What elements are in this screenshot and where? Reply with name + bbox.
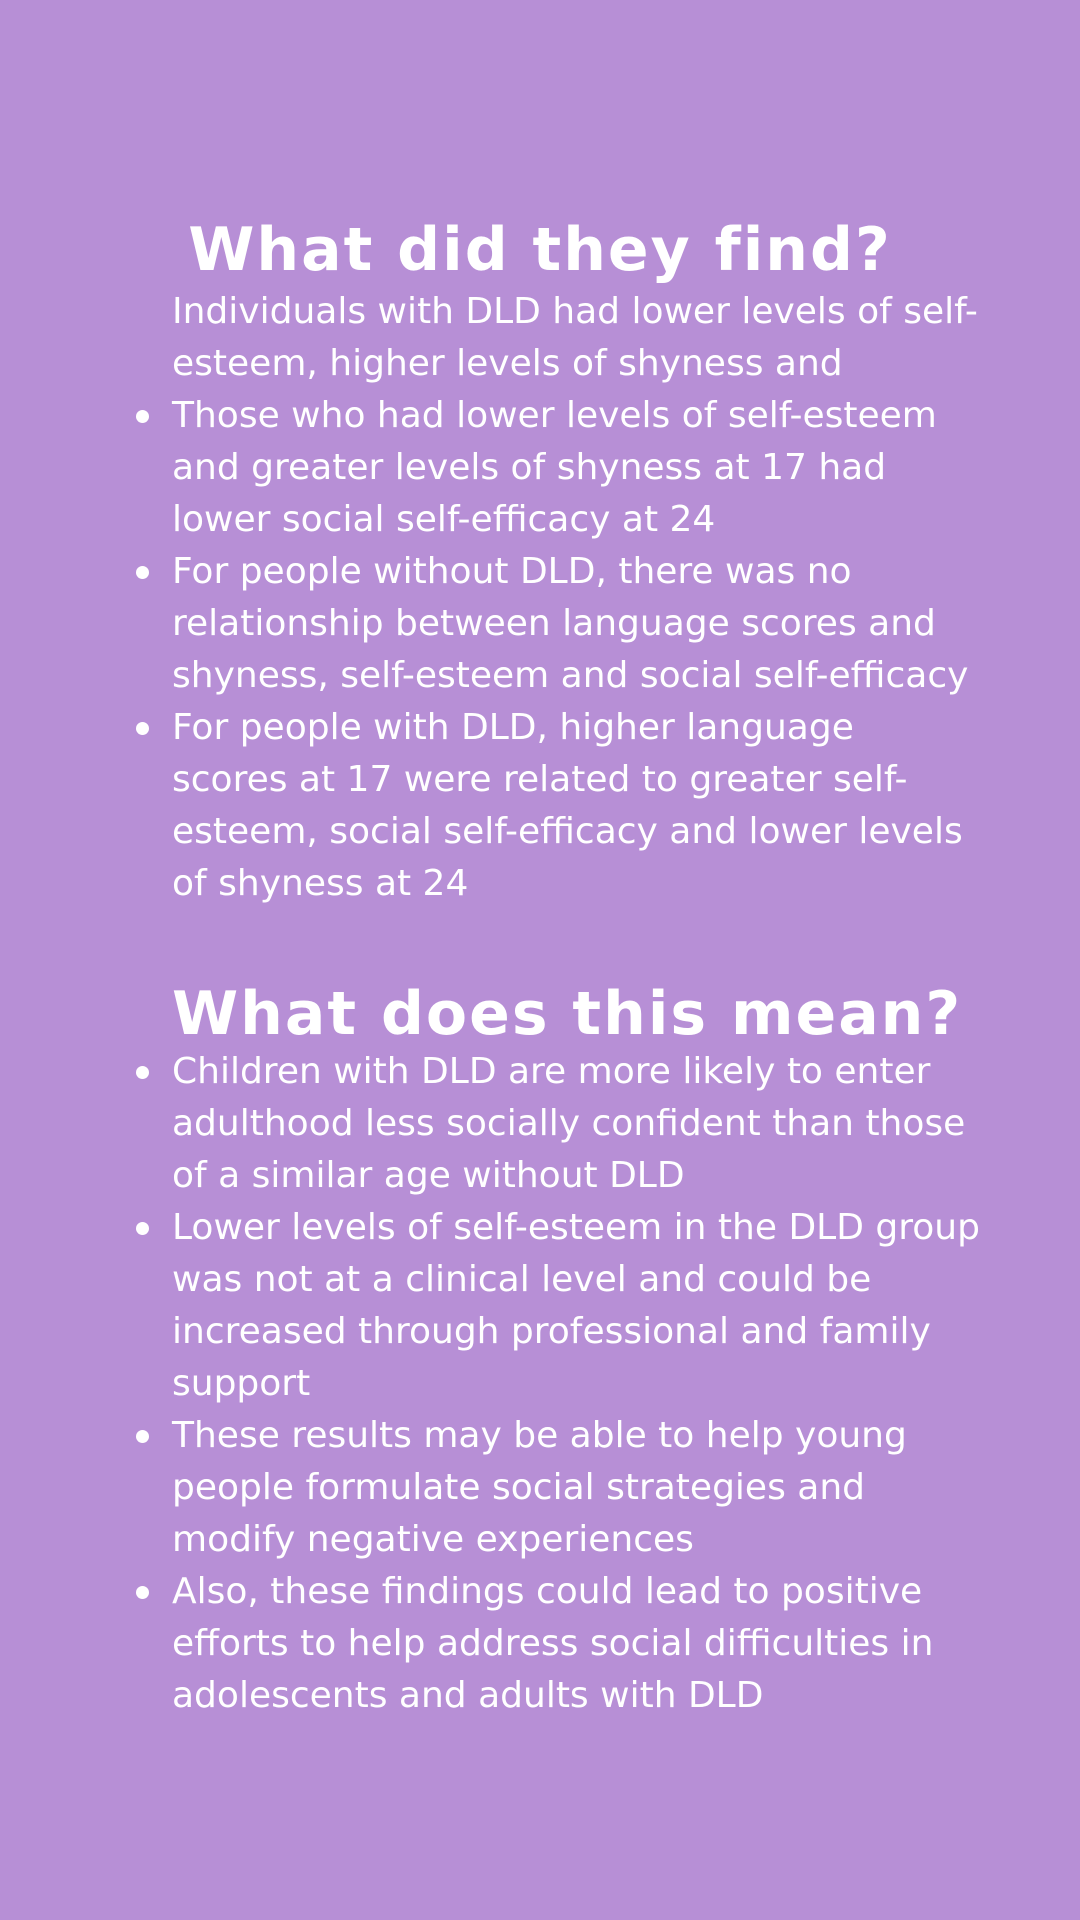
bullet-dot-icon — [136, 1430, 149, 1443]
finding-text-2: Those who had lower levels of self-esteem and greater levels of shyness at 17 had lower social self-efficacy at 24 — [172, 395, 937, 540]
finding-item-3 — [172, 546, 980, 702]
finding-item-2 — [172, 390, 980, 546]
meaning-heading: What does this mean? — [172, 979, 963, 1049]
meaning-list — [172, 1046, 980, 1722]
meaning-text-3: These results may be able to help young people formulate social strategies and modify negative experiences — [172, 1415, 907, 1560]
meaning-item-2 — [172, 1202, 980, 1410]
bullet-dot-icon — [136, 1586, 149, 1599]
bullet-dot-icon — [136, 1066, 149, 1079]
finding-text-4: For people with DLD, higher language scores at 17 were related to greater self-esteem, social self-efficacy and lower levels of shyness at 24 — [172, 707, 963, 904]
bullet-dot-icon — [136, 722, 149, 735]
bullet-dot-icon — [136, 410, 149, 423]
meaning-item-1 — [172, 1046, 980, 1202]
find-heading: What did they find? — [188, 215, 892, 285]
meaning-text-2: Lower levels of self-esteem in the DLD group was not at a clinical level and could be increased through professional and family support — [172, 1207, 980, 1404]
meaning-item-4 — [172, 1566, 980, 1722]
findings-list — [172, 286, 980, 910]
finding-item-1 — [172, 286, 980, 390]
meaning-text-4: Also, these findings could lead to positive efforts to help address social difficulties in adolescents and adults with DLD — [172, 1571, 934, 1716]
bullet-dot-icon — [136, 1222, 149, 1235]
finding-text-3: For people without DLD, there was no relationship between language scores and shyness, self-esteem and social self-efficacy — [172, 551, 969, 696]
finding-item-4 — [172, 702, 980, 910]
finding-text-1: Individuals with DLD had lower levels of self-esteem, higher levels of shyness and — [172, 291, 978, 384]
meaning-item-3 — [172, 1410, 980, 1566]
bullet-dot-icon — [136, 566, 149, 579]
meaning-text-1: Children with DLD are more likely to enter adulthood less socially confident than those of a similar age without DLD — [172, 1051, 966, 1196]
